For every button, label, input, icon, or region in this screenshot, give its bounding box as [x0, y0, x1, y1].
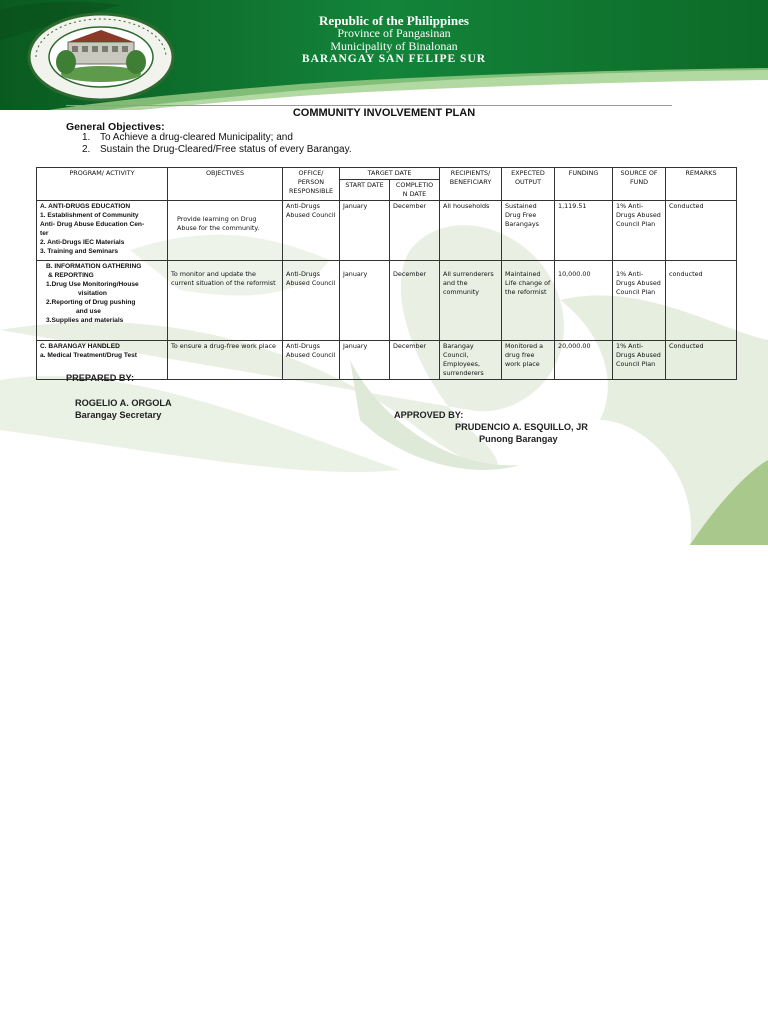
cell-expected-output: Monitored a drug free work place: [502, 341, 555, 380]
approved-by-label: APPROVED BY:: [394, 410, 464, 420]
cell-source: 1% Anti-Drugs Abused Council Plan: [613, 261, 666, 341]
col-header-expected-output: EXPECTED OUTPUT: [502, 168, 555, 201]
general-objectives-list: [82, 132, 352, 156]
col-header-source: SOURCE OF FUND: [613, 168, 666, 201]
col-header-completion-date: COMPLETIO N DATE: [390, 180, 440, 201]
cell-recipients: All surrenderers and the community: [440, 261, 502, 341]
cell-program: A. ANTI-DRUGS EDUCATION 1. Establishment of Community Anti- Drug Abuse Education Cen- ter 2. Anti-Drugs IEC Materials 3. Training and Seminars: [37, 201, 168, 261]
cell-recipients: Barangay Council, Employees, surrenderers: [440, 341, 502, 380]
col-header-objectives: OBJECTIVES: [168, 168, 283, 201]
barangay-seal-logo: [26, 12, 176, 102]
table-row: [37, 261, 737, 341]
objective-item: 1. To Achieve a drug-cleared Municipality; and: [82, 132, 293, 143]
cell-start-date: January: [340, 341, 390, 380]
cell-start-date: January: [340, 201, 390, 261]
table-row: [37, 341, 737, 380]
cell-program: C. BARANGAY HANDLED a. Medical Treatment/Drug Test: [37, 341, 168, 380]
header-province: Province of Pangasinan: [337, 26, 451, 40]
cell-program: B. INFORMATION GATHERING & REPORTING 1.Drug Use Monitoring/House visitation 2.Reporting of Drug pushing and use 3.Supplies and materials: [37, 261, 168, 341]
col-header-target-date: TARGET DATE: [340, 168, 440, 180]
header-country: Republic of the Philippines: [319, 13, 469, 28]
title-divider: [66, 105, 672, 106]
header-text: [250, 14, 538, 66]
col-header-start-date: START DATE: [340, 180, 390, 201]
col-header-program: PROGRAM/ ACTIVITY: [37, 168, 168, 201]
prepared-by-name: ROGELIO A. ORGOLA: [75, 398, 172, 408]
cell-office: Anti-Drugs Abused Council: [283, 261, 340, 341]
cell-remarks: Conducted: [666, 201, 737, 261]
cell-completion-date: December: [390, 341, 440, 380]
cell-expected-output: Sustained Drug Free Barangays: [502, 201, 555, 261]
approved-by-title: Punong Barangay: [479, 434, 558, 444]
cell-funding: 10,000.00: [555, 261, 613, 341]
cell-objectives: Provide learning on Drug Abuse for the community.: [168, 201, 283, 261]
cell-recipients: All households: [440, 201, 502, 261]
plan-table: [36, 167, 737, 380]
cell-expected-output: Maintained Life change of the reformist: [502, 261, 555, 341]
cell-objectives: To ensure a drug-free work place: [168, 341, 283, 380]
cell-office: Anti-Drugs Abused Council: [283, 341, 340, 380]
prepared-by-label: PREPARED BY:: [66, 373, 135, 383]
cell-start-date: January: [340, 261, 390, 341]
cell-office: Anti-Drugs Abused Council: [283, 201, 340, 261]
cell-funding: 1,119.51: [555, 201, 613, 261]
cell-source: 1% Anti-Drugs Abused Council Plan: [613, 201, 666, 261]
col-header-office: OFFICE/ PERSON RESPONSIBLE: [283, 168, 340, 201]
cell-remarks: conducted: [666, 261, 737, 341]
cell-completion-date: December: [390, 201, 440, 261]
cell-completion-date: December: [390, 261, 440, 341]
table-row: [37, 201, 737, 261]
general-objectives-heading: General Objectives:: [66, 121, 165, 133]
document-title: COMMUNITY INVOLVEMENT PLAN: [292, 107, 476, 119]
col-header-funding: FUNDING: [555, 168, 613, 201]
objective-item: 2. Sustain the Drug-Cleared/Free status of every Barangay.: [82, 144, 352, 155]
col-header-remarks: REMARKS: [666, 168, 737, 201]
cell-remarks: Conducted: [666, 341, 737, 380]
cell-funding: 20,000.00: [555, 341, 613, 380]
header-municipality: Municipality of Binalonan: [330, 39, 458, 53]
cell-source: 1% Anti-Drugs Abused Council Plan: [613, 341, 666, 380]
approved-by-name: PRUDENCIO A. ESQUILLO, JR: [455, 422, 588, 432]
header-barangay: BARANGAY SAN FELIPE SUR: [301, 53, 487, 65]
col-header-recipients: RECIPIENTS/ BENEFICIARY: [440, 168, 502, 201]
cell-objectives: To monitor and update the current situation of the reformist: [168, 261, 283, 341]
table-header-row: [37, 168, 737, 180]
prepared-by-title: Barangay Secretary: [75, 410, 162, 420]
